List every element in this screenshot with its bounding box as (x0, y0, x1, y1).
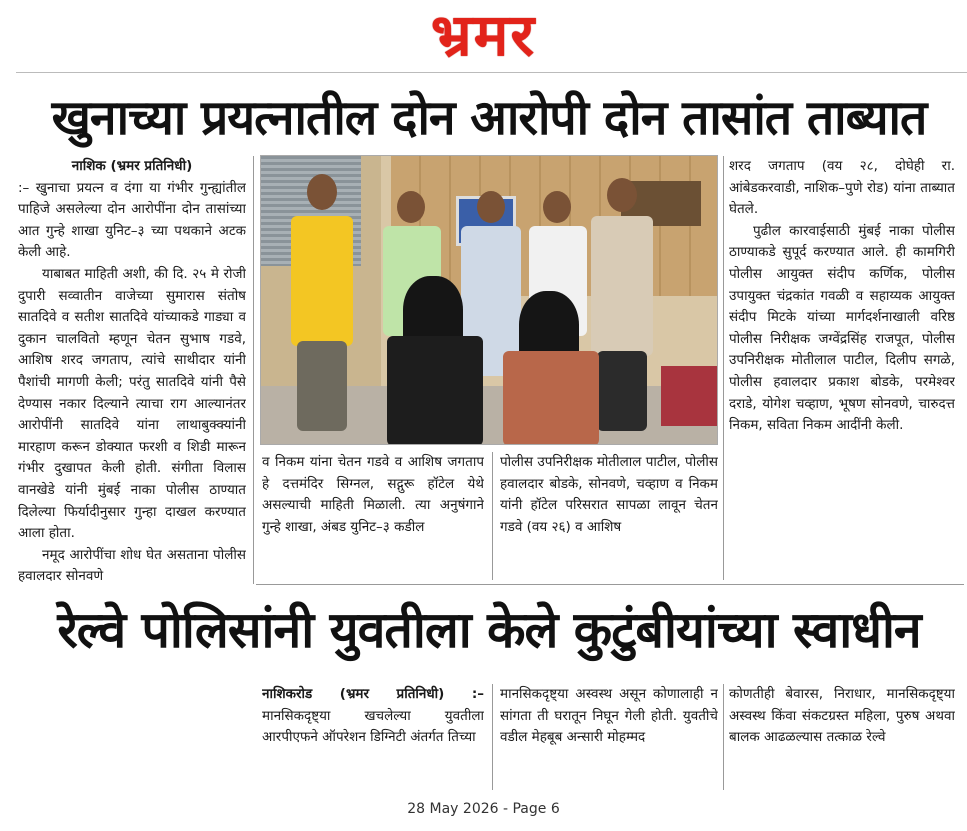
page-footer: 28 May 2026 - Page 6 (407, 801, 560, 817)
story1-paragraph-4: शरद जगताप (वय २८, दोघेही रा. आंबेडकरवाडी, नाशिक–पुणे रोड) यांना ताब्यात घेतले. (729, 158, 955, 218)
story1-dateline: नाशिक (भ्रमर प्रतिनिधी) (71, 158, 193, 174)
masthead (0, 0, 967, 70)
story2-dateline: नाशिकरोड (भ्रमर प्रतिनिधी) :– (262, 686, 484, 702)
story2-paragraph-1: मानसिकदृष्ट्या खचलेल्या युवतीला आरपीएफने ऑपरेशन डिग्निटी अंतर्गत तिच्या (262, 707, 484, 746)
column-divider (492, 452, 493, 580)
story1-column-4 (729, 156, 955, 580)
masthead-divider (16, 72, 967, 73)
story2-column-3: कोणतीही बेवारस, निराधार, मानसिकदृष्ट्या अस्वस्थ किंवा संकटग्रस्त महिला, पुरुष अथवा बालक आढळल्यास तत्काळ रेल्वे (729, 686, 955, 746)
story2-column-2: मानसिकदृष्ट्या अस्वस्थ असून कोणालाही न सांगता ती घरातून निघून गेली होती. युवतीचे वडील मेहबूब अन्सारी मोहम्मद (500, 686, 718, 746)
story-divider (256, 584, 964, 585)
story2-headline: रेल्वे पोलिसांनी युवतीला केले कुटुंबीयांच्या स्वाधीन (57, 601, 921, 659)
story1-column-3: पोलीस उपनिरीक्षक मोतीलाल पाटील, पोलीस हवालदार बोडके, सोनवणे, चव्हाण व निकम यांनी हॉटेल परिसरात सापळा लावून चेतन गडवे (वय २६) व आशिष (500, 454, 718, 535)
story1-headline: खुनाच्या प्रयत्नातील दोन आरोपी दोन तासांत ताब्यात (51, 90, 927, 146)
story1-paragraph-1: :– खुनाचा प्रयत्न व दंगा या गंभीर गुन्ह्यांतील पाहिजे असलेल्या दोन आरोपींना दोन तासांच्या आत गुन्हे शाखा युनिट–३ च्या पथकाने अटक केली आहे. (18, 179, 246, 261)
newspaper-logo: भ्रमर (430, 1, 537, 69)
story1-column-1 (18, 156, 246, 588)
column-divider (723, 156, 724, 580)
column-divider (253, 156, 254, 584)
news-photo (260, 155, 718, 445)
story2-column-1 (262, 684, 484, 792)
story1-paragraph-5: पुढील कारवाईसाठी मुंबई नाका पोलीस ठाण्याकडे सुपूर्द करण्यात आले. ही कामगिरी पोलीस आयुक्त संदीप कर्णिक, पोलीस उपायुक्त चंद्रकांत गवळी व सहाय्यक आयुक्त संदीप मिटके यांच्या मार्गदर्शनाखाली वरिष्ठ पोलीस निरीक्षक जग्वेंद्रसिंह राजपूत, पोलीस उपनिरीक्षक मोतीलाल पाटील, दिलीप सगळे, पोलीस हवालदार प्रकाश बोडके, परमेश्वर दराडे, योगेश चव्हाण, भूषण सोनवणे, चारुदत्त निकम, सविता निकम आदींनी केली. (729, 222, 955, 434)
story1-column-2: व निकम यांना चेतन गडवे व आशिष जगताप हे दत्तमंदिर सिग्नल, सद्गुरू हॉटेल येथे असल्याची माहिती मिळाली. त्या अनुषंगाने गुन्हे शाखा, अंबड युनिट–३ कडील (262, 454, 484, 535)
story1-paragraph-2: याबाबत माहिती अशी, की दि. २५ मे रोजी दुपारी सव्वातीन वाजेच्या सुमारास संतोष सातदिवे व सतीश सातदिवे यांच्याकडे गाड्या व दुकान चालवितो म्हणून चेतन सुभाष गडवे, आशिष शरद जगताप, त्यांचे साथीदार यांनी पैशांची मागणी केली; परंतु सातदिवे यांनी पैसे देण्यास नकार दिल्याने त्याचा राग आल्यानंतर आरोपींनी सातदिवे यांना लाथाबुक्क्यांनी मारहाण करून डोक्यात फरशी व शिडी मारून गंभीर दुखापत केली होती. संगीता विलास वानखेडे यांनी मुंबई नाका पोलीस ठाण्यात दिलेल्या फिर्यादीनुसार गुन्हा दाखल करण्यात आला होता. (18, 265, 246, 542)
story1-paragraph-3: नमूद आरोपींचा शोध घेत असताना पोलीस हवालदार सोनवणे (18, 546, 246, 585)
column-divider (723, 684, 724, 790)
column-divider (492, 684, 493, 790)
